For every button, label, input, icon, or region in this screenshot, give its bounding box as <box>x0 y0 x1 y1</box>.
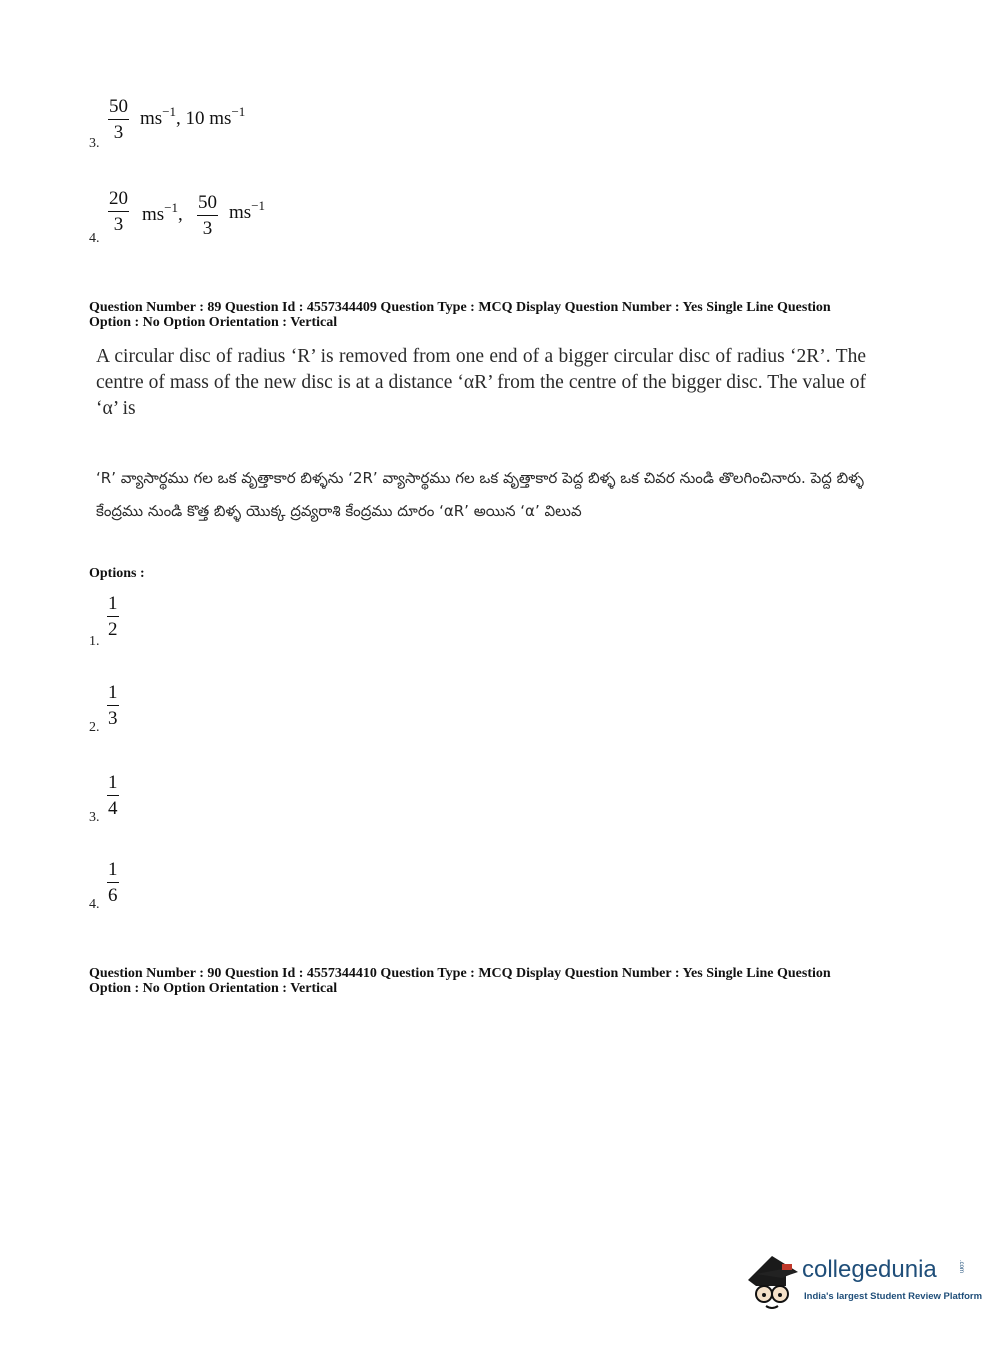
question-89-telugu-text: ‘R’ వ్యాసార్థము గల ఒక వృత్తాకార బిళ్ళను ‘2R’ వ్యాసార్థము గల ఒక వృత్తాకార పెద్ద బిళ్ళ ఒక చివర నుండి తొలగించినారు. పెద్ద బిళ్ళ కేంద్రము నుండి కొత్త బిళ్ళ యొక్క ద్రవ్యరాశి కేంద్రము దూరం ‘αR’ అయిన ‘α’ విలువ <box>96 469 864 520</box>
option-number: 3. <box>89 136 100 151</box>
fraction: 50 3 <box>198 192 217 239</box>
fraction: 1 3 <box>108 682 118 729</box>
fraction: 50 3 <box>109 96 128 143</box>
unit-text: $ms^{-1}$, 10 $ms^{-1}$ <box>140 104 246 129</box>
unit-text: $ms^{-1}$, <box>142 200 183 225</box>
logo-suffix: .com <box>958 1260 964 1274</box>
option-number: 1. <box>89 634 100 649</box>
option-number: 2. <box>89 720 100 735</box>
fraction: 1 6 <box>108 859 118 906</box>
option-number: 4. <box>89 231 100 246</box>
question-89-english-text: A circular disc of radius ‘R’ is removed from one end of a bigger circular disc of radius ‘2R’. The centre of mass of the new disc is at a distance ‘αR’ from the centre of the bigger disc. The value of ‘α’ is <box>96 346 866 419</box>
fraction: 1 2 <box>108 593 118 640</box>
unit-text: $ms^{-1}$ <box>229 198 266 223</box>
fraction: 20 3 <box>109 188 128 235</box>
mascot-icon <box>742 1250 802 1312</box>
option-number: 4. <box>89 897 100 912</box>
options-label: Options : <box>89 566 145 581</box>
question-90-meta: Question Number : 90 Question Id : 4557344410 Question Type : MCQ Display Question Number : Yes Single Line Question Option : No Option Orientation : Vertical <box>89 966 831 996</box>
collegedunia-logo <box>742 1250 983 1312</box>
question-89-meta: Question Number : 89 Question Id : 4557344409 Question Type : MCQ Display Question Number : Yes Single Line Question Option : No Option Orientation : Vertical <box>89 300 831 330</box>
logo-tagline: India's largest Student Review Platform <box>804 1291 983 1302</box>
option-number: 3. <box>89 810 100 825</box>
fraction: 1 4 <box>108 772 118 819</box>
logo-wordmark: collegedunia <box>802 1256 937 1283</box>
